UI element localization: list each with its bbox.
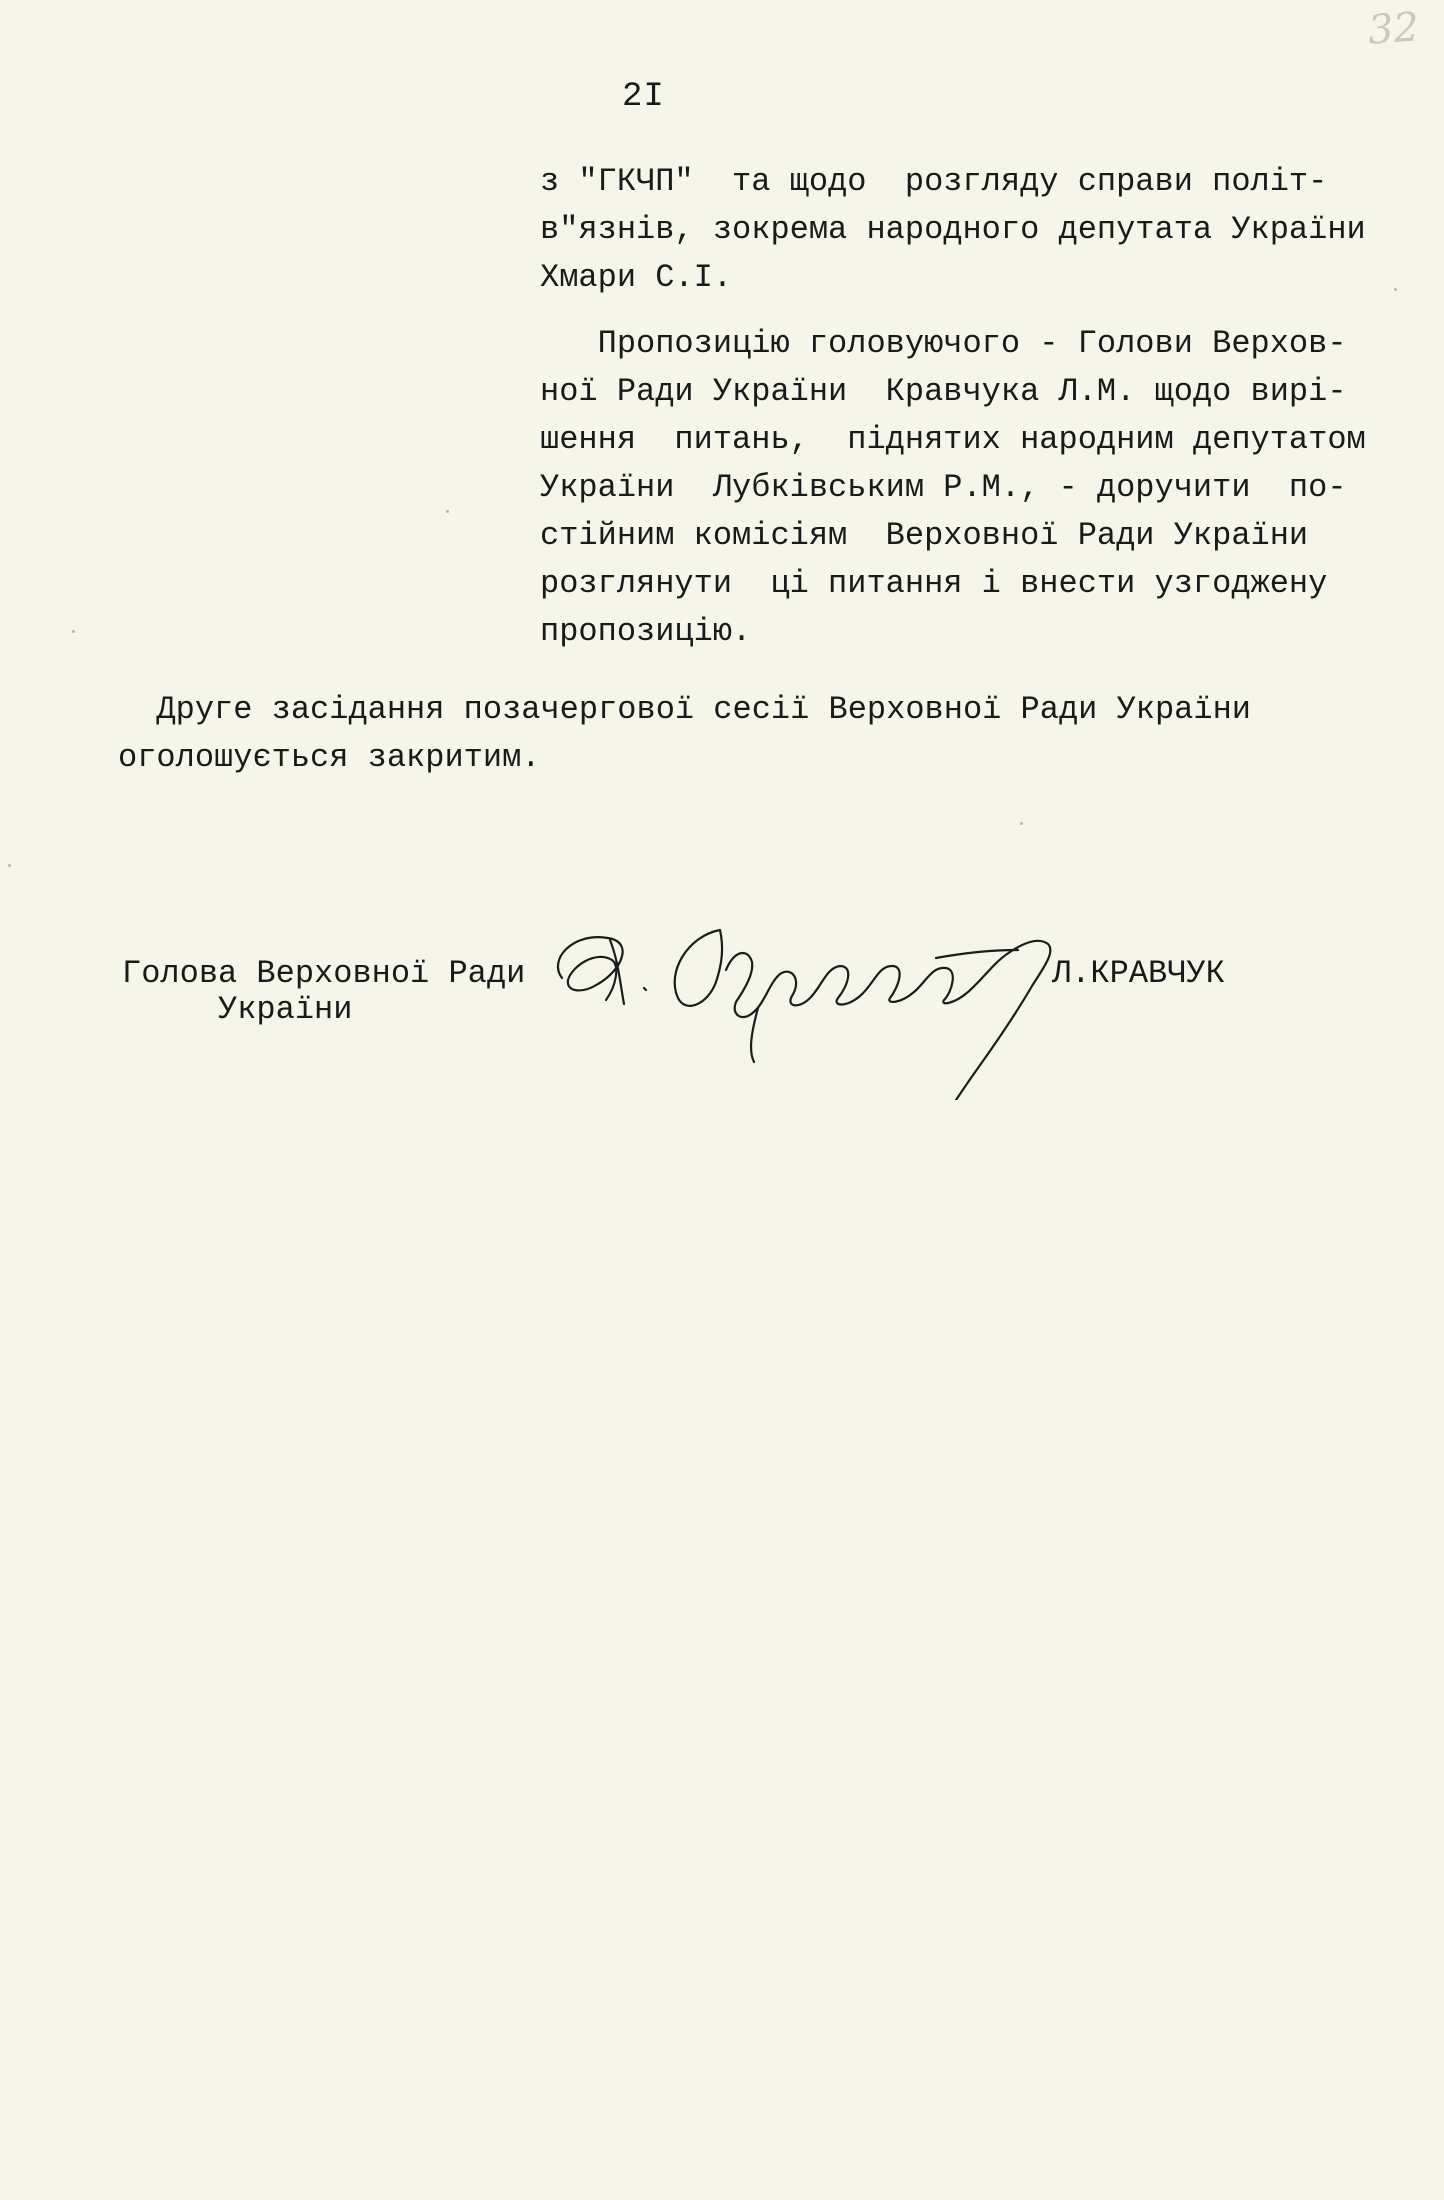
text-line: України Лубківським Р.М., - доручити по- [540, 469, 1347, 506]
paper-speck [446, 510, 449, 513]
text-line: розглянути ці питання і внести узгоджену [540, 565, 1328, 602]
text-line: шення питань, піднятих народним депутатом [540, 421, 1366, 458]
paper-speck [72, 630, 75, 633]
text-line: стійним комісіям Верховної Ради України [540, 517, 1309, 554]
handwritten-signature [548, 900, 1148, 1100]
text-line: Друге засідання позачергової сесії Верховної Ради України [118, 691, 1251, 728]
closing-paragraph [118, 686, 1251, 782]
paper-speck [1020, 822, 1023, 825]
archive-folio-number: 32 [1366, 4, 1421, 54]
text-line: Пропозицію головуючого - Голови Верхов- [540, 325, 1347, 362]
text-line: в"язнів, зокрема народного депутата України [540, 211, 1366, 248]
text-line: Хмари С.І. [540, 259, 733, 296]
signatory-title [122, 956, 525, 1028]
continuation-paragraph [540, 158, 1366, 302]
signatory-title-line: Голова Верховної Ради [122, 955, 526, 992]
text-line: з "ГКЧП" та щодо розгляду справи політ- [540, 163, 1328, 200]
page-number: 2I [622, 78, 665, 116]
text-line: пропозицію. [540, 613, 752, 650]
paper-speck [8, 864, 11, 867]
signatory-name: Л.КРАВЧУК [1052, 955, 1225, 992]
text-line: оголошується закритим. [118, 739, 541, 776]
text-line: ної Ради України Кравчука Л.М. щодо вирі- [540, 373, 1347, 410]
signatory-title-line: України [122, 991, 353, 1028]
proposal-paragraph [540, 320, 1366, 656]
paper-speck [1394, 288, 1397, 291]
